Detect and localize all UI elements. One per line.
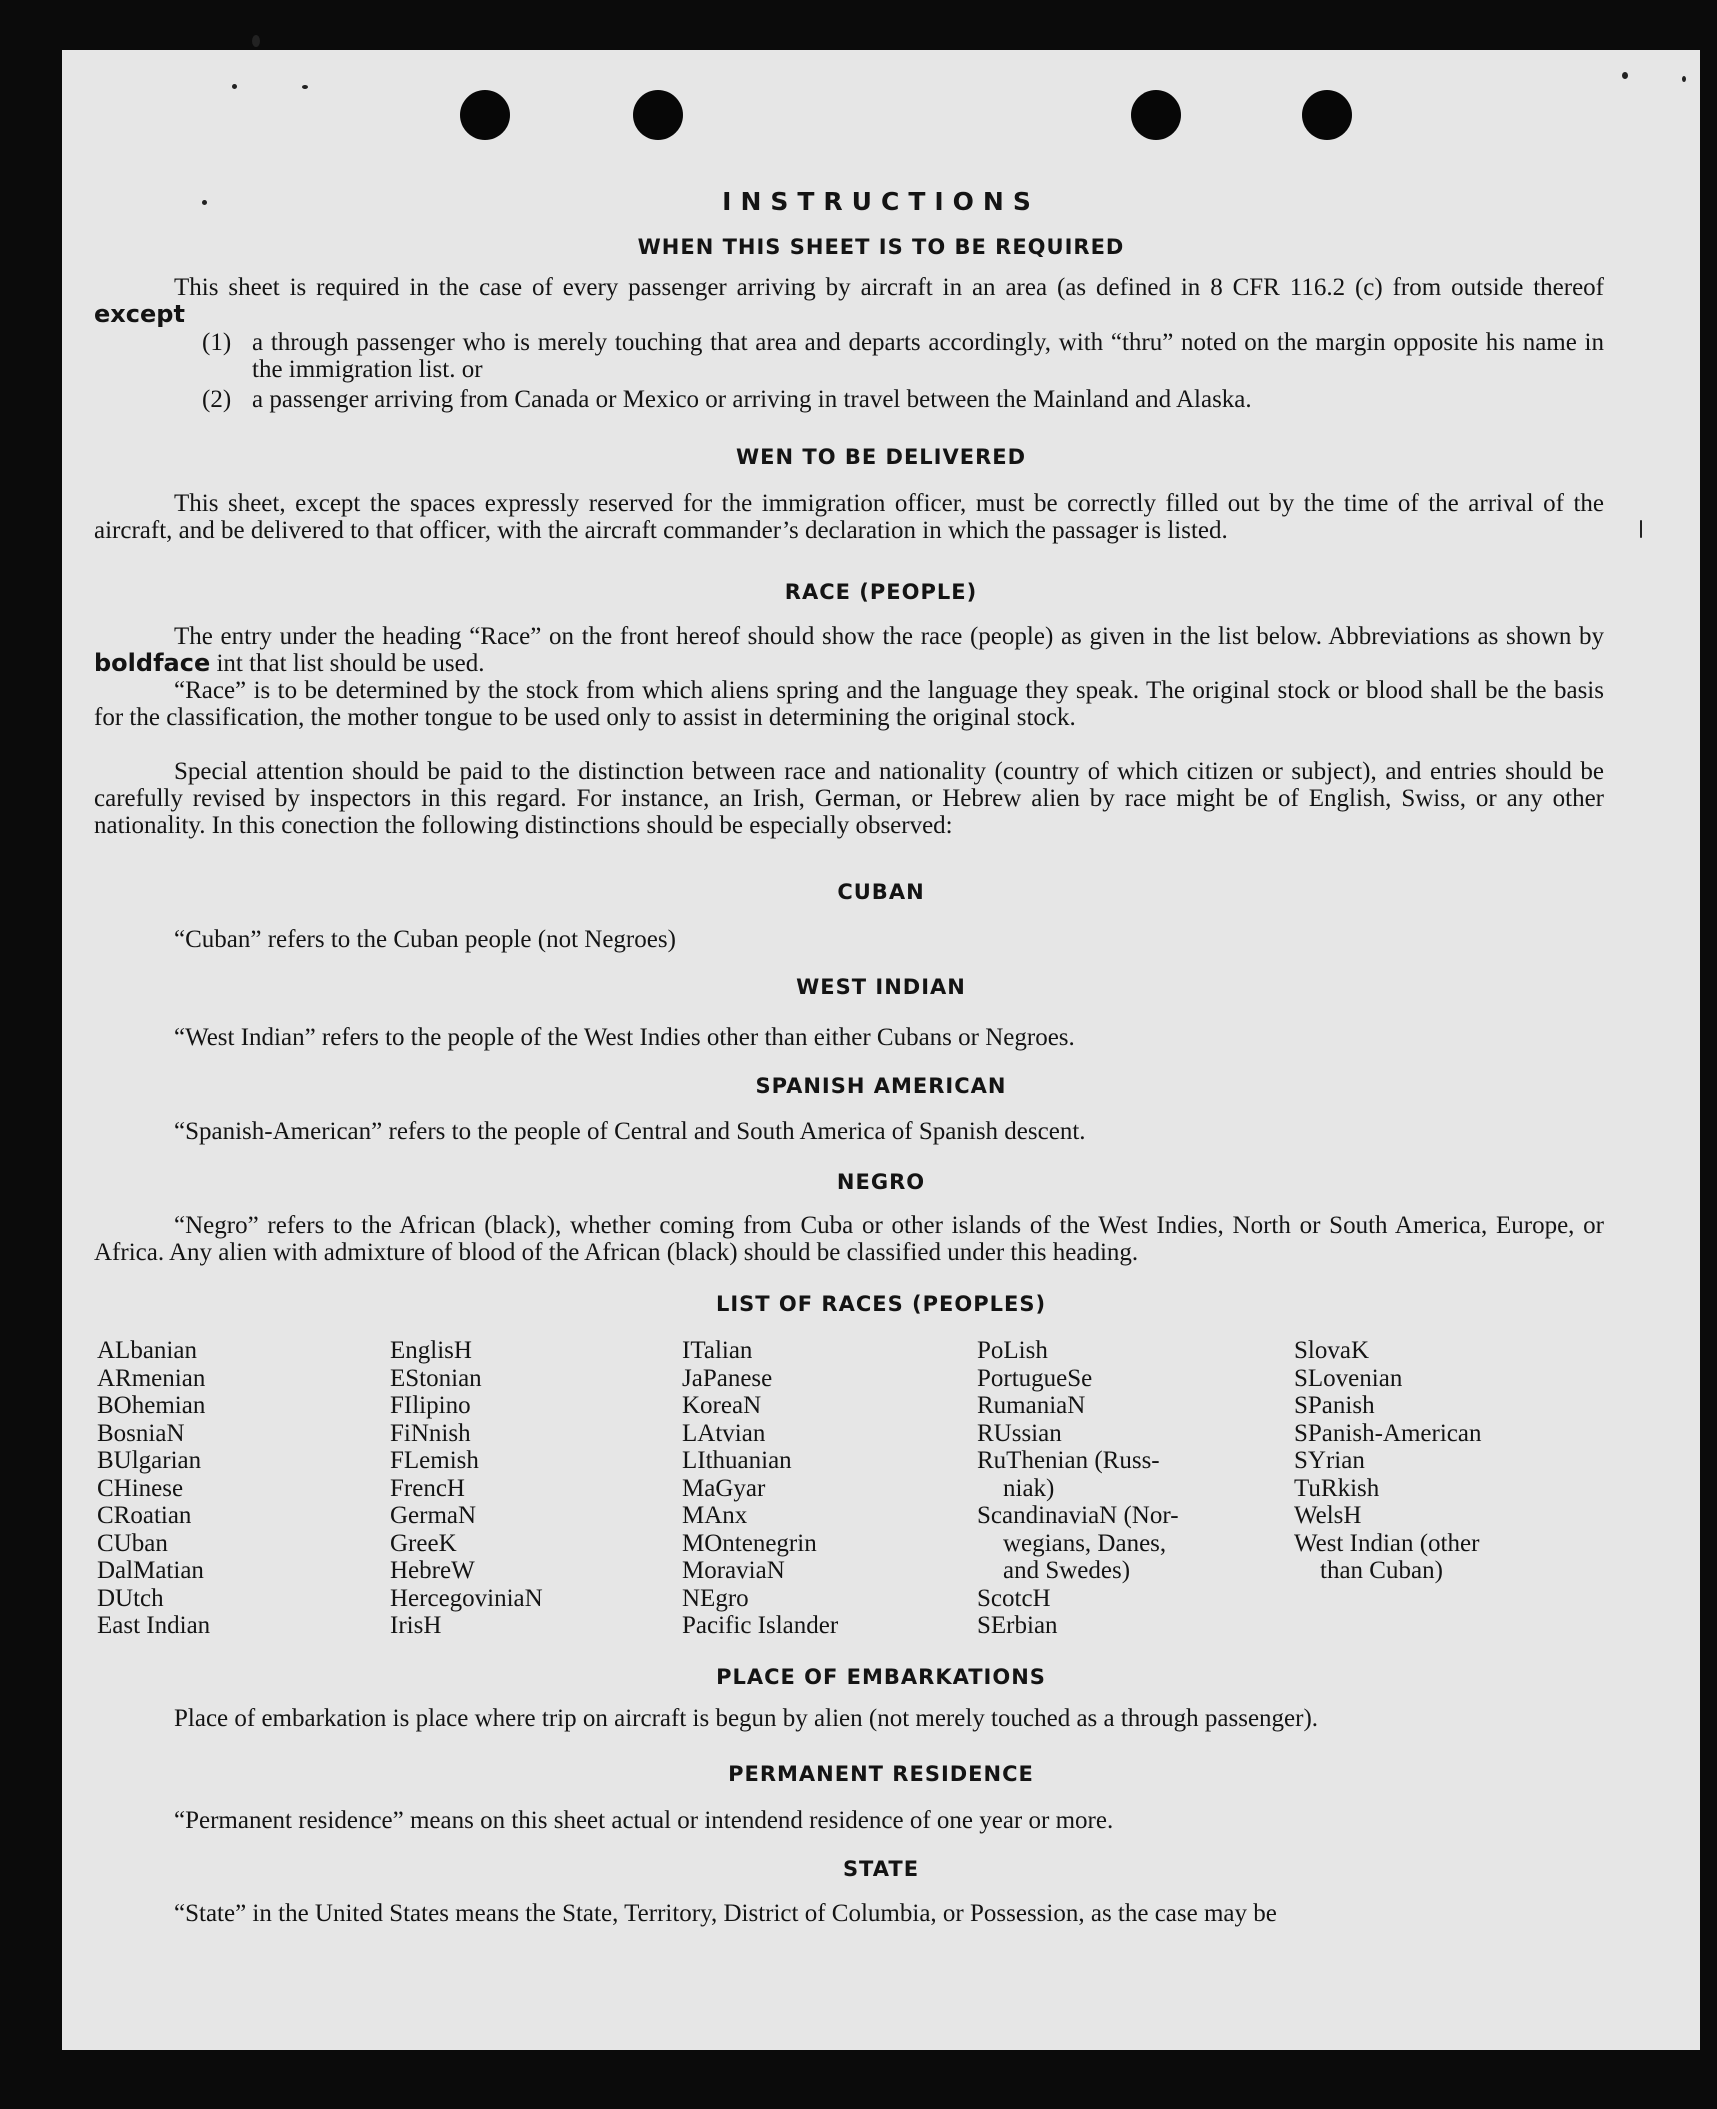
race-item-continuation: than Cuban): [1320, 1557, 1443, 1584]
heading-when-required: WHEN THIS SHEET IS TO BE REQUIRED: [637, 235, 1125, 259]
heading-race: RACE (PEOPLE): [784, 580, 978, 604]
race-item: TuRkish: [1294, 1474, 1380, 1502]
race-item: RuThenian (Russ-: [977, 1447, 1160, 1474]
race-item: GermaN: [390, 1502, 477, 1529]
race-item: EnglisH: [390, 1337, 472, 1364]
race-item: CHinese: [97, 1474, 184, 1502]
races-column-3: [682, 1337, 838, 1640]
race-item: RumaniaN: [977, 1392, 1086, 1419]
race-item: PortugueSe: [977, 1364, 1093, 1392]
race-item: FiNnish: [390, 1419, 471, 1447]
race-item: PoLish: [977, 1337, 1048, 1364]
punch-hole-4: [1302, 90, 1352, 140]
races-column-4: [977, 1337, 1179, 1640]
race-item: HebreW: [390, 1557, 475, 1584]
heading-list-of-races: LIST OF RACES (PEOPLES): [715, 1292, 1047, 1316]
race-item: MOntenegrin: [682, 1529, 817, 1557]
race-item: EStonian: [390, 1364, 482, 1392]
negro-text: “Negro” refers to the African (black), whether coming from Cuba or other islands of the West Indies, North or South America, Europe, or Africa. Any alien with admixture of blood of the African (black) should be classified under this heading.: [94, 1212, 1604, 1266]
race-item: GreeK: [390, 1529, 457, 1557]
exception-item-2-number: (2): [202, 386, 232, 413]
exception-item-1-number: (1): [202, 329, 232, 356]
speck-5: [1682, 76, 1686, 82]
races-column-5: [1294, 1337, 1481, 1585]
race-item: BUlgarian: [97, 1447, 202, 1474]
when-required-intro-text: This sheet is required in the case of every passenger arriving by aircraft in an area (as defined in 8 CFR 116.2 (c) from outside thereof: [174, 274, 1604, 301]
race-item: HercegoviniaN: [390, 1584, 543, 1612]
race-item: SErbian: [977, 1612, 1058, 1639]
race-item: CUban: [97, 1529, 168, 1557]
embarkation-text: Place of embarkation is place where trip on aircraft is begun by alien (not merely touched as a through passenger).: [174, 1705, 1319, 1732]
race-item: NEgro: [682, 1584, 749, 1612]
boldface-word: boldface: [94, 649, 211, 677]
race-item: SlovaK: [1294, 1337, 1369, 1364]
race-item: SYrian: [1294, 1447, 1365, 1474]
race-item: LAtvian: [682, 1419, 766, 1447]
race-item: SPanish: [1294, 1392, 1375, 1419]
west-indian-text: “West Indian” refers to the people of the West Indies other than either Cubans or Negroes.: [174, 1024, 1075, 1051]
race-item: DUtch: [97, 1584, 164, 1612]
race-item: ScandinaviaN (Nor-: [977, 1502, 1179, 1529]
speck-3: [302, 85, 308, 89]
heading-permanent-residence: PERMANENT RESIDENCE: [728, 1762, 1034, 1786]
race-item: KoreaN: [682, 1392, 762, 1419]
race-item: BosniaN: [97, 1419, 185, 1447]
punch-hole-2: [633, 90, 683, 140]
race-item: FLemish: [390, 1447, 479, 1474]
race-item: DalMatian: [97, 1557, 204, 1584]
race-item: East Indian: [97, 1612, 211, 1639]
when-delivered-text: This sheet, except the spaces expressly reserved for the immigration officer, must be correctly filled out by the time of the arrival of the aircraft, and be delivered to that officer, with the aircraft commander’s declaration in which the passager is listed.: [94, 490, 1604, 544]
instruction-sheet: [62, 50, 1700, 2050]
race-paragraph-3: Special attention should be paid to the distinction between race and nationality (country of which citizen or subject), and entries should be carefully revised by inspectors in this regard. For instance, an Irish, German, or Hebrew alien by race might be of English, Swiss, or any other nationality. In this conection the following distinctions should be especially observed:: [94, 758, 1604, 839]
exception-item-2-text: a passenger arriving from Canada or Mexico or arriving in travel between the Mainland and Alaska.: [252, 386, 1252, 413]
races-column-1: [97, 1337, 210, 1640]
exception-item-1: [202, 329, 1604, 383]
punch-hole-1: [460, 90, 510, 140]
race-item: JaPanese: [682, 1364, 773, 1392]
speck-1: [252, 35, 260, 47]
heading-spanish-american: SPANISH AMERICAN: [755, 1074, 1007, 1098]
race-paragraph-1-tail: int that list should be used.: [216, 650, 485, 677]
heading-cuban: CUBAN: [837, 880, 925, 904]
race-item: BOhemian: [97, 1392, 206, 1419]
heading-state: STATE: [842, 1857, 920, 1881]
race-item: IrisH: [390, 1612, 442, 1639]
heading-embarkation: PLACE OF EMBARKATIONS: [716, 1665, 1046, 1689]
speck-7: [1640, 520, 1642, 538]
cuban-text: “Cuban” refers to the Cuban people (not Negroes): [174, 926, 676, 953]
race-paragraph-1: [94, 623, 1604, 677]
speck-2: [232, 84, 237, 89]
race-item: MAnx: [682, 1502, 748, 1529]
race-item: Pacific Islander: [682, 1612, 839, 1639]
state-text: “State” in the United States means the State, Territory, District of Columbia, or Possession, as the case may be: [174, 1900, 1277, 1927]
race-item-continuation: and Swedes): [1003, 1557, 1131, 1584]
race-item: ScotcH: [977, 1584, 1051, 1612]
race-paragraph-2: “Race” is to be determined by the stock from which aliens spring and the language they speak. The original stock or blood shall be the basis for the classification, the mother tongue to be used only to assist in determining the original stock.: [94, 677, 1604, 731]
race-item: SLovenian: [1294, 1364, 1403, 1392]
heading-negro: NEGRO: [836, 1170, 926, 1194]
heading-west-indian: WEST INDIAN: [796, 975, 966, 999]
race-item: WelsH: [1294, 1502, 1362, 1529]
race-item: FrencH: [390, 1474, 465, 1502]
heading-when-delivered: WEN TO BE DELIVERED: [735, 445, 1027, 469]
race-item: MaGyar: [682, 1474, 766, 1502]
race-item: SPanish-American: [1294, 1419, 1482, 1447]
race-item: West Indian (other: [1294, 1529, 1480, 1557]
races-column-2: [390, 1337, 543, 1640]
race-item: MoraviaN: [682, 1557, 785, 1584]
speck-4: [1622, 72, 1628, 79]
exception-item-2: [202, 386, 1604, 413]
spanish-american-text: “Spanish-American” refers to the people of Central and South America of Spanish descent.: [174, 1118, 1086, 1145]
when-required-intro: [94, 274, 1604, 328]
exception-item-1-text: a through passenger who is merely touching that area and departs accordingly, with “thru” noted on the margin opposite his name in the immigration list. or: [252, 329, 1604, 383]
instructions-title: INSTRUCTIONS: [722, 187, 1040, 216]
race-item: ARmenian: [97, 1364, 206, 1392]
except-word: except: [94, 300, 185, 328]
permanent-residence-text: “Permanent residence” means on this sheet actual or intendend residence of one year or more.: [174, 1807, 1114, 1834]
race-item: ITalian: [682, 1337, 753, 1364]
punch-hole-3: [1131, 90, 1181, 140]
race-item: RUssian: [977, 1419, 1062, 1447]
race-item: LIthuanian: [682, 1447, 792, 1474]
race-item-continuation: wegians, Danes,: [1003, 1529, 1167, 1557]
race-item-continuation: niak): [1003, 1474, 1055, 1502]
race-paragraph-1-text: The entry under the heading “Race” on the front hereof should show the race (people) as given in the list below. Abbreviations as shown by: [174, 623, 1604, 650]
race-item: ALbanian: [97, 1337, 197, 1364]
race-item: CRoatian: [97, 1502, 192, 1529]
race-item: FIlipino: [390, 1392, 471, 1419]
